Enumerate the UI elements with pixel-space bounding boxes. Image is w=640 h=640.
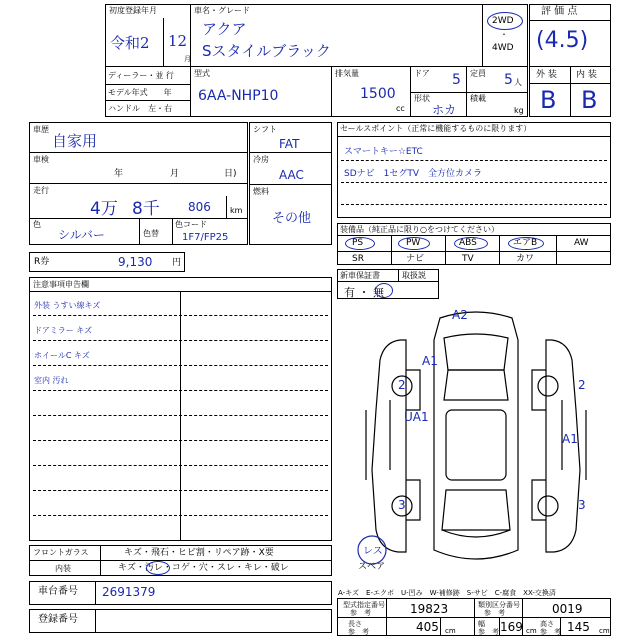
manual-label: 取扱説 [402,271,426,280]
use-label: 車歴 [33,125,49,134]
width-unit: cm [526,627,537,635]
km-unit: km [230,206,243,215]
displacement-value: 1500 [360,86,396,102]
capacity-value: 5 [504,72,513,88]
type-value: 6AA-NHP10 [198,88,279,104]
mileage-man: 4万 [90,199,118,219]
class-label: 類別区分番号 [478,601,520,609]
spare-label: スペア [358,562,386,572]
damage-mark-lr-tire: 3 [398,498,406,512]
shift-label: シフト [253,125,277,134]
equip-airbag: エアB [513,238,538,248]
exterior-grade: B [540,86,557,114]
height-value: 145 [567,620,590,634]
drive-dot: ・ [500,30,508,39]
capacity-label: 定員 [470,69,486,78]
grade-score: (4.5) [536,28,589,53]
height-unit: cm [599,627,610,635]
color-label: 色 [33,220,41,229]
dealer-label: ディーラー・並 行 [108,71,174,80]
warranty-none-circle [375,283,393,298]
shape-value: ホカ [432,103,457,117]
equip-tv: TV [462,254,474,264]
cc-unit: cc [396,104,405,113]
recycle-label: R券 [34,257,50,267]
mileage-rest: 806 [188,200,211,214]
length-value: 405 [416,620,439,634]
damage-legend: A-キズ E-エクボ U-凹み W-補修跡 S-サビ C-腐食 XX-交換済 [338,589,556,597]
mileage-label: 走行 [33,186,49,195]
recycle-amount: 9,130 [118,255,153,269]
car-grade: Sスタイルブラック [202,42,331,60]
fuel-label: 燃料 [253,187,269,196]
damage-mark-left-door: UA1 [404,410,429,424]
aircon-value: AAC [279,168,304,182]
front-glass-label: フロントガラス [33,548,89,557]
recycle-box [29,252,185,272]
mileage-sen: 8千 [132,199,160,219]
note-item: ホイールC キズ [34,351,90,360]
displacement-label: 排気量 [335,69,359,78]
sales-points-label: セールスポイント（正常に機能するものに限ります） [340,124,532,133]
width-ref: 参 考 [478,628,499,636]
damage-mark-front: A2 [452,308,468,322]
kg-unit: kg [514,106,524,115]
color-value: シルバー [58,228,105,242]
color-code-value: 1F7/FP25 [182,232,229,243]
note-item: ドアミラー キズ [34,326,93,335]
month-unit: 月 [184,55,191,63]
type-label: 型式 [194,69,210,78]
interior-grade-label: 内 装 [576,70,597,80]
note-item: 外装 うすい線キズ [34,301,101,310]
height-label: 高さ [540,620,554,628]
length-unit: cm [445,627,456,635]
shape-label: 形状 [414,94,430,103]
damage-mark-right-side: A1 [562,432,578,446]
grade-label: 評 価 点 [541,6,578,17]
shift-value: FAT [279,137,300,151]
class-ref: 参 考 [484,609,505,617]
first-reg-era: 令和2 [110,34,150,52]
door-label: ドア [414,69,430,78]
drive-2wd: 2WD [492,16,514,26]
inspection-year-unit: 年 [114,169,124,179]
equip-ps: PS [352,238,364,248]
length-ref: 参 考 [348,628,369,636]
equip-abs: ABS [459,238,477,248]
color-change-label: 色替 [143,229,159,238]
car-name-label: 車名・グレード [194,6,250,15]
front-glass-text: キズ・飛石・ヒビ割・リペア跡・X要 [124,548,274,558]
equip-aw: AW [574,238,589,248]
handle-label: ハンドル 左・右 [108,104,172,113]
equipment-label: 装備品（純正品に限り○をつけてください） [340,225,499,234]
spare-note: レス [363,546,383,557]
sales-point-2: SDナビ 1セグTV 全方位カメラ [344,169,483,179]
chassis-label: 車台番号 [38,586,78,597]
note-item: 室内 汚れ [34,376,69,385]
fuel-value: その他 [272,211,312,226]
door-value: 5 [452,72,461,88]
damage-mark-lf-tire: 2 [398,378,406,392]
aircon-label: 冷房 [253,155,269,164]
equip-leather: カワ [516,254,535,264]
width-label: 幅 [478,620,485,628]
width-value: 169 [500,620,523,634]
type-designation-label: 型式指定番号 [343,601,385,609]
registration-label: 登録番号 [38,614,78,625]
inspection-label: 車検 [33,155,49,164]
equip-sr: SR [352,254,364,264]
type-designation-value: 19823 [410,602,449,616]
warranty-label: 新車保証書 [340,271,380,280]
inspection-month-unit: 月 [170,169,180,179]
interior-dirt-circle [146,561,170,575]
first-reg-month: 12 [168,32,188,50]
capacity-unit: 人 [514,78,522,87]
first-reg-label: 初度登録年月 [109,6,157,15]
inspection-day-unit: 日) [224,169,237,179]
damage-mark-rr-tire: 3 [578,498,586,512]
use-value: 自家用 [52,132,98,150]
notes-label: 注意事項申告欄 [33,280,89,289]
color-code-label: 色コード [175,220,207,229]
interior-grade: B [581,86,598,114]
equip-pw: PW [406,238,421,248]
exterior-grade-label: 外 装 [536,70,557,80]
class-value: 0019 [552,602,583,616]
car-name: アクア [202,20,247,38]
model-year-label: モデル年式 年 [108,88,172,97]
chassis-value: 2691379 [102,585,156,599]
interior-row-label: 内装 [55,564,71,573]
recycle-yen: 円 [172,258,182,268]
type-designation-ref: 参 考 [350,609,371,617]
length-label: 長さ [348,620,362,628]
warranty-value: 有 ・ 無 [344,286,384,299]
load-label: 積載 [470,94,486,103]
drive-4wd: 4WD [492,43,514,53]
damage-mark-rf-tire: 2 [578,378,586,392]
interior-row-text: キズ・汚レ・コゲ・穴・スレ・キレ・破レ [118,563,289,573]
sales-point-1: スマートキー☆ETC [344,147,423,157]
equip-navi: ナビ [406,254,425,264]
height-ref: 参 考 [540,628,561,636]
damage-mark-left-front: A1 [422,354,438,368]
